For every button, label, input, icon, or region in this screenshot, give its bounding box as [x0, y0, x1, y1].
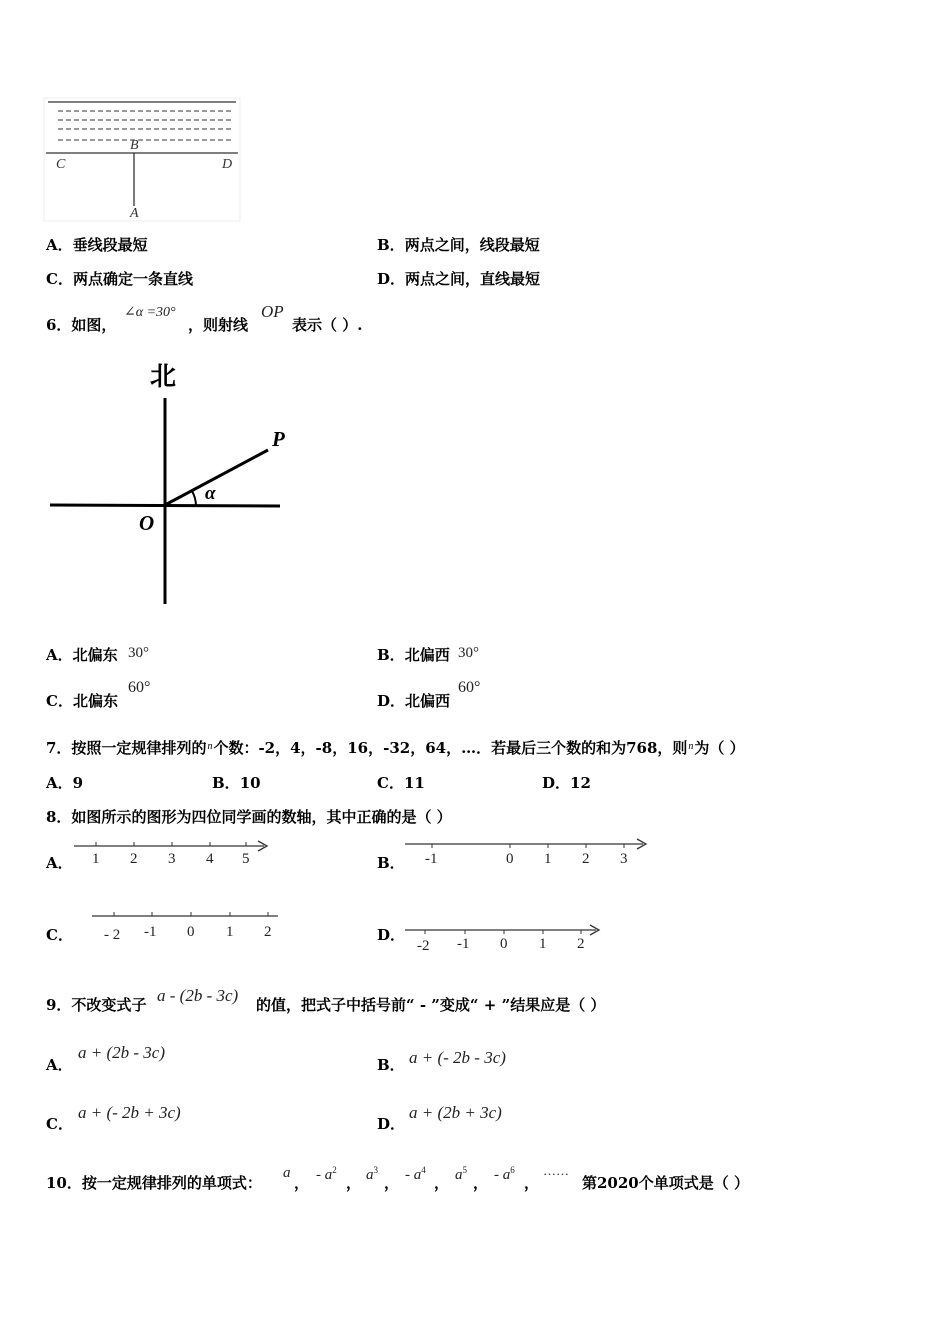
tick-label: 4	[206, 851, 214, 867]
tick-label: 1	[544, 851, 552, 867]
q8-option-d-letter: D．	[377, 926, 406, 944]
q6-stem-middle: ，则射线	[188, 316, 249, 334]
q9-option-c-math: a + (- 2b + 3c)	[78, 1103, 181, 1122]
q9-option-c-letter: C．	[46, 1115, 73, 1133]
tick-label: 0	[506, 851, 514, 867]
q5-option-a: A．垂线段最短	[46, 236, 148, 254]
tick-label: -2	[417, 938, 430, 954]
label-d: D	[222, 157, 233, 172]
q10-term-5: $a^5$	[455, 1165, 467, 1183]
q7-stem: 7．按照一定规律排列的$^n$个数：-2，4，-8，16，-32，64，…．若最后三个数的和为768，则$^n$为（ ）	[46, 739, 745, 757]
q6-option-a-math: 30°	[128, 645, 149, 661]
q10-ellipsis: ……	[543, 1163, 569, 1178]
tick-label: 1	[226, 924, 234, 940]
tick-label: 3	[168, 851, 176, 867]
point-p-label: P	[272, 427, 285, 451]
number-line-c	[92, 908, 282, 944]
q10-stem-a: 10．按一定规律排列的单项式：	[46, 1174, 262, 1192]
number-line-d	[405, 922, 605, 956]
q5-option-c: C．两点确定一条直线	[46, 270, 193, 288]
tick-label: -1	[425, 851, 438, 867]
q6-option-d: D．北偏西	[377, 692, 451, 710]
tick-label: - 2	[104, 927, 121, 943]
q5-option-b: B．两点之间，线段最短	[377, 236, 540, 254]
tick-label: -1	[144, 924, 157, 940]
q6-stem-prefix: 6．如图，	[46, 316, 117, 334]
q9-option-d-math: a + (2b + 3c)	[409, 1103, 502, 1122]
tick-label: 2	[582, 851, 590, 867]
q7-option-c: C．11	[377, 774, 425, 792]
label-c: C	[56, 157, 66, 172]
q10-term-6: - $a^6$	[494, 1165, 515, 1183]
q9-stem-b: 的值，把式子中括号前“ - ”变成“ + ”结果应是（ ）	[256, 996, 606, 1014]
q9-option-d-letter: D．	[377, 1115, 406, 1133]
q9-option-b-math: a + (- 2b - 3c)	[409, 1048, 506, 1067]
q6-angle-math: ∠α =30°	[124, 305, 176, 320]
number-line-a	[74, 836, 274, 871]
q7-option-a: A．9	[46, 774, 84, 792]
q10-sep: ，	[524, 1174, 540, 1192]
tick-label: 2	[130, 851, 138, 867]
q9-option-b-letter: B．	[377, 1056, 405, 1074]
q6-figure	[44, 358, 294, 608]
label-a: A	[130, 206, 139, 221]
north-label: 北	[150, 362, 177, 392]
q8-option-b-letter: B．	[377, 854, 405, 872]
q6-ray-math: OP	[261, 302, 284, 321]
q9-stem-a: 9．不改变式子	[46, 996, 147, 1014]
tick-label: 0	[187, 924, 195, 940]
tick-label: 2	[577, 936, 585, 952]
q10-stem-b: 第2020个单项式是（ ）	[582, 1174, 749, 1192]
alpha-label: α	[205, 483, 216, 504]
q9-option-a-math: a + (2b - 3c)	[78, 1043, 166, 1062]
tick-label: 2	[264, 924, 272, 940]
q6-option-b-math: 30°	[458, 645, 479, 661]
q8-option-a-letter: A．	[46, 854, 73, 872]
q5-figure	[44, 98, 244, 223]
q10-sep: ，	[384, 1174, 400, 1192]
q9-expr: a - (2b - 3c)	[157, 986, 239, 1005]
q10-term-4: - $a^4$	[405, 1165, 426, 1183]
tick-label: 1	[539, 936, 547, 952]
q5-option-d: D．两点之间，直线最短	[377, 270, 541, 288]
q6-option-a: A．北偏东	[46, 646, 118, 664]
q10-sep: ，	[346, 1174, 362, 1192]
q10-term-3: $a^3$	[366, 1165, 378, 1183]
q9-option-a-letter: A．	[46, 1056, 73, 1074]
q10-term-2: - $a^2$	[316, 1165, 337, 1183]
q6-stem-suffix: 表示（ ）.	[292, 316, 363, 334]
q8-option-c-letter: C．	[46, 926, 73, 944]
number-line-b	[405, 834, 650, 869]
q7-option-b: B．10	[212, 774, 261, 792]
q7-n1: n	[207, 741, 213, 752]
tick-label: 0	[500, 936, 508, 952]
tick-label: 1	[92, 851, 100, 867]
q7-n2: n	[688, 741, 694, 752]
tick-label: -1	[457, 936, 470, 952]
q6-option-c-math: 60°	[128, 679, 151, 696]
q10-sep: ，	[434, 1174, 450, 1192]
q10-sep: ，	[294, 1174, 310, 1192]
q8-stem: 8．如图所示的图形为四位同学画的数轴，其中正确的是（ ）	[46, 808, 452, 826]
q6-option-b: B．北偏西	[377, 646, 450, 664]
q7-option-d: D．12	[542, 774, 591, 792]
q10-sep: ，	[473, 1174, 489, 1192]
label-b: B	[130, 138, 139, 153]
q10-term-1: a	[283, 1165, 291, 1181]
origin-label: O	[139, 511, 155, 535]
q6-option-c: C．北偏东	[46, 692, 118, 710]
tick-label: 5	[242, 851, 250, 867]
q6-option-d-math: 60°	[458, 679, 481, 696]
tick-label: 3	[620, 851, 628, 867]
